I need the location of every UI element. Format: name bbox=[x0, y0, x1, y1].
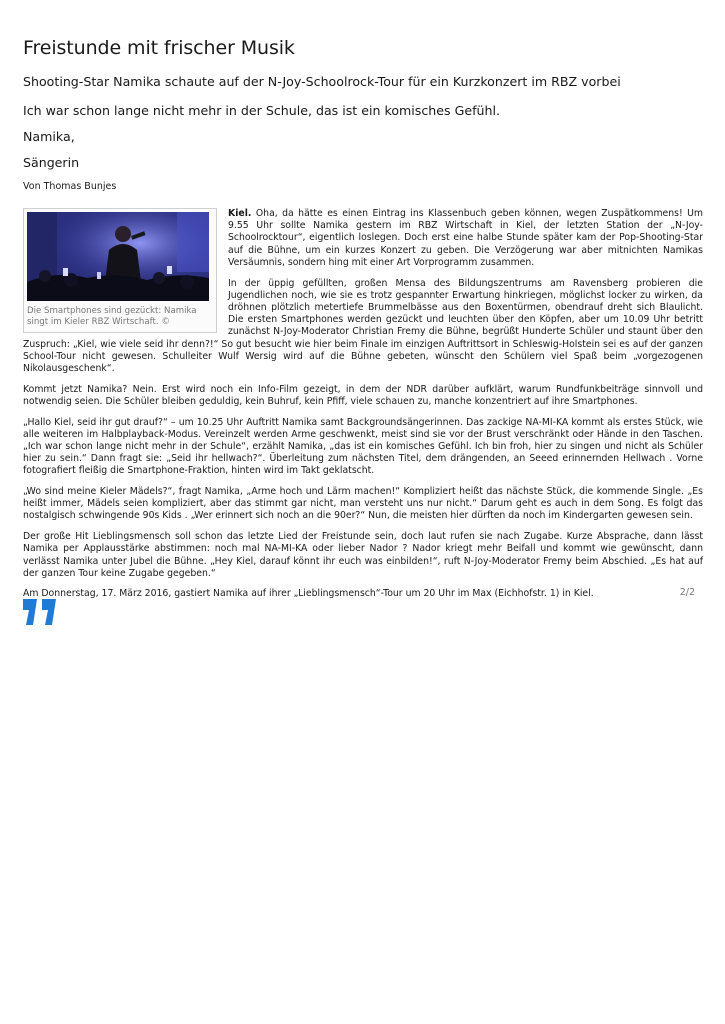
article-body bbox=[23, 208, 703, 609]
image-caption: Die Smartphones sind gezückt: Namika singt im Kieler RBZ Wirtschaft. © bbox=[27, 306, 197, 327]
quote-marks-logo-icon bbox=[22, 599, 58, 625]
paragraph-5: „Wo sind meine Kieler Mädels?“, fragt Namika, „Arme hoch und Lärm machen!“ Kompliziert heißt das nächste Stück, die kommende Single. „Es heißt immer, Mädels seien kompliziert, aber das stimmt gar nicht, man versteht uns nur nicht.“ Darum geht es auch in dem Song. Es folgt das nostalgisch schwingende 90s Kids . „Wer erinnert sich noch an die 90er?“ Nun, die meisten hier dürften da noch im Kindergarten gewesen sein. bbox=[23, 486, 703, 522]
page-counter: 2/2 bbox=[679, 587, 695, 598]
paragraph-6: Der große Hit Lieblingsmensch soll schon das letzte Lied der Freistunde sein, doch laut rufen sie nach Zugabe. Kurze Absprache, dann lässt Namika per Applausstärke abstimmen: noch mal NA-MI-KA oder lieber Nador ? Nador kriegt mehr Beifall und kommt wie gewünscht, dann verlässt Namika unter Jubel die Bühne. „Hey Kiel, darauf könnt ihr euch was einbilden!“, ruft N-Joy-Moderator Fremy beim Abschied. „Es hat auf der ganzen Tour keine Zugabe gegeben.“ bbox=[23, 531, 703, 579]
article-figure bbox=[23, 208, 217, 333]
dateline-place: Kiel. bbox=[228, 208, 252, 219]
paragraph-7: Am Donnerstag, 17. März 2016, gastiert Namika auf ihrer „Lieblingsmensch“-Tour um 20 Uhr im Max (Eichhofstr. 1) in Kiel. bbox=[23, 588, 594, 600]
paragraph-3: Kommt jetzt Namika? Nein. Erst wird noch ein Info-Film gezeigt, in dem der NDR darüber aufklärt, warum Rundfunkbeiträge sinnvoll und notwendig seien. Die Schüler bleiben geduldig, kein Buhruf, kein Pfiff, viele schauen zu, manche konzentriert auf ihre Smartphones. bbox=[23, 383, 703, 407]
concert-photo bbox=[27, 212, 209, 301]
paragraph-1-text: Oha, da hätte es einen Eintrag ins Klassenbuch geben können, wegen Zuspätkommens! Um 9.55 Uhr sollte Namika gestern im RBZ Wirtschaft in Kiel, der letzten Station der „N-Joy-Schoolrocktour“, eigentlich loslegen. Doch erst eine halbe Stunde später kam der Pop-Shooting-Star auf die Bühne, um ein kurzes Konzert zu geben. Die Verzögerung war aber mitnichten Namikas Versäumnis, sondern hing mit einer Art Vorprogramm zusammen. bbox=[228, 208, 703, 268]
concert-photo-image bbox=[27, 212, 209, 301]
quote-name: Namika, bbox=[23, 129, 75, 144]
paragraph-2: In der üppig gefüllten, großen Mensa des Bildungszentrums am Ravensberg probieren die Jugendlichen noch, wie sie es trotz gespannter Erwartung hinkriegen, möglichst locker zu wirken, da dröhnen plötzlich metertiefe Brummelbässe aus den Boxentürmen, obendrauf dreht sich Blaulicht. Die ersten Smartphones werden gezückt und leuchten über den Köpfen, aber um 10.09 Uhr betritt zunächst N-Joy-Moderator Christian Fremy die Bühne, begrüßt Hunderte Schüler und staunt über den Zuspruch: „Kiel, wie viele seid ihr denn?!“ So gut besucht wie hier beim Finale im einzigen Auftrittsort in Schleswig-Holstein sei es auf der ganzen School-Tour nicht gewesen. Schulleiter Wulf Wersig wird auf die Bühne gebeten, wünscht den Schülern viel Spaß beim „vorgezogenen Nikolausgeschenk“. bbox=[23, 277, 703, 374]
quote-role: Sängerin bbox=[23, 155, 80, 170]
article-subtitle: Shooting-Star Namika schaute auf der N-Joy-Schoolrock-Tour für ein Kurzkonzert im RBZ vorbei bbox=[23, 74, 621, 89]
author-byline: Von Thomas Bunjes bbox=[23, 181, 117, 192]
paragraph-4: „Hallo Kiel, seid ihr gut drauf?“ – um 10.25 Uhr Auftritt Namika samt Backgroundsängerinnen. Das zackige NA-MI-KA kommt als erstes Stück, wie alle weiteren im Halbplayback-Modus. Vereinzelt werden Arme geschwenkt, meist sind sie vor der Brust verschränkt oder Hände in den Taschen. „Ich war schon lange nicht mehr in der Schule“, erzählt Namika, „das ist ein komisches Gefühl. Ich bin froh, hier zu singen und nicht als Schüler hier zu sein.“ Dann fragt sie: „Seid ihr hellwach?“. Überleitung zum nächsten Titel, dem drängenden, an Seeed erinnernden Hellwach . Vorne fotografiert fleißig die Smartphone-Fraktion, hinten wird im Takt geklatscht. bbox=[23, 416, 703, 477]
pull-quote: Ich war schon lange nicht mehr in der Schule, das ist ein komisches Gefühl. bbox=[23, 103, 500, 118]
article-title: Freistunde mit frischer Musik bbox=[23, 37, 295, 59]
